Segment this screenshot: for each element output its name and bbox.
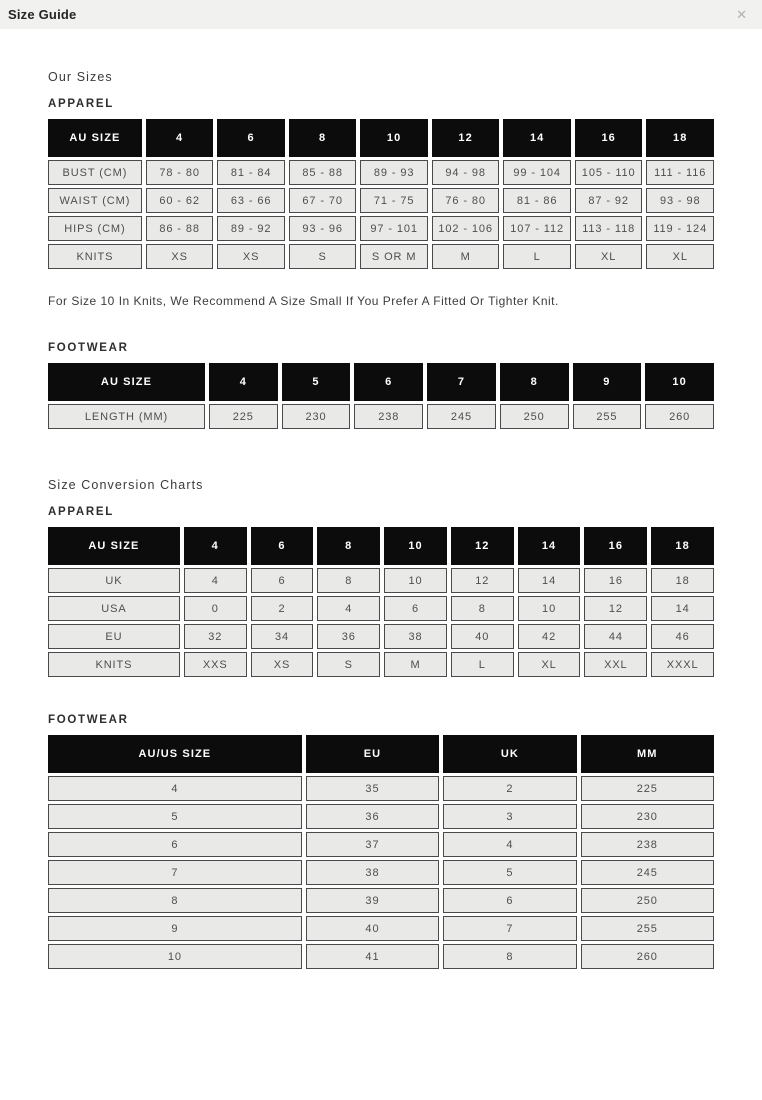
value-cell: 3 [443,804,576,829]
value-cell: 245 [581,860,714,885]
column-header: AU SIZE [48,527,180,565]
value-cell: 12 [584,596,647,621]
conversion-footwear-heading: FOOTWEAR [48,714,129,726]
table-row [48,944,714,969]
footwear-conversion-table [44,732,718,972]
table-header-row [48,363,714,401]
table-row [48,860,714,885]
row-label-cell: USA [48,596,180,621]
value-cell: 38 [384,624,447,649]
value-cell: 76 - 80 [432,188,500,213]
value-cell: 34 [251,624,314,649]
value-cell: 0 [184,596,247,621]
our-sizes-footwear-heading: FOOTWEAR [48,342,129,354]
column-header: 10 [645,363,714,401]
column-header: 9 [573,363,642,401]
table-row [48,804,714,829]
table-row [48,832,714,857]
value-cell: XXL [584,652,647,677]
value-cell: XS [146,244,214,269]
value-cell: 97 - 101 [360,216,428,241]
row-label-cell: 8 [48,888,302,913]
row-label-cell: 10 [48,944,302,969]
column-header: 6 [354,363,423,401]
column-header: 18 [651,527,714,565]
column-header: 12 [451,527,514,565]
value-cell: 260 [645,404,714,429]
conversion-apparel-heading: APPAREL [48,506,114,518]
value-cell: 6 [443,888,576,913]
table-row [48,244,714,269]
column-header: 5 [282,363,351,401]
row-label-cell: EU [48,624,180,649]
value-cell: 44 [584,624,647,649]
table-row [48,216,714,241]
our-sizes-title: Our Sizes [48,70,113,84]
value-cell: 255 [581,916,714,941]
value-cell: 86 - 88 [146,216,214,241]
column-header: 12 [432,119,500,157]
value-cell: 39 [306,888,439,913]
value-cell: 40 [451,624,514,649]
row-label-cell: LENGTH (MM) [48,404,205,429]
value-cell: 81 - 86 [503,188,571,213]
size-guide-content [0,70,762,972]
value-cell: 113 - 118 [575,216,643,241]
row-label-cell: KNITS [48,652,180,677]
value-cell: 87 - 92 [575,188,643,213]
value-cell: 245 [427,404,496,429]
value-cell: XL [646,244,714,269]
value-cell: 2 [443,776,576,801]
value-cell: 4 [443,832,576,857]
modal-header [0,0,762,29]
value-cell: 8 [317,568,380,593]
row-label-cell: KNITS [48,244,142,269]
value-cell: 16 [584,568,647,593]
value-cell: 107 - 112 [503,216,571,241]
value-cell: 12 [451,568,514,593]
value-cell: 8 [443,944,576,969]
value-cell: 38 [306,860,439,885]
value-cell: S [317,652,380,677]
value-cell: 37 [306,832,439,857]
table-row [48,624,714,649]
modal-title: Size Guide [8,7,77,22]
column-header: 16 [584,527,647,565]
column-header: 8 [289,119,357,157]
value-cell: 7 [443,916,576,941]
column-header: AU/US SIZE [48,735,302,773]
value-cell: 4 [184,568,247,593]
value-cell: XXXL [651,652,714,677]
value-cell: 238 [581,832,714,857]
row-label-cell: 4 [48,776,302,801]
value-cell: 32 [184,624,247,649]
value-cell: L [503,244,571,269]
column-header: EU [306,735,439,773]
value-cell: 81 - 84 [217,160,285,185]
row-label-cell: 7 [48,860,302,885]
value-cell: XL [575,244,643,269]
value-cell: 35 [306,776,439,801]
table-row [48,916,714,941]
value-cell: XXS [184,652,247,677]
value-cell: 41 [306,944,439,969]
value-cell: 99 - 104 [503,160,571,185]
column-header: 7 [427,363,496,401]
value-cell: 238 [354,404,423,429]
row-label-cell: HIPS (CM) [48,216,142,241]
column-header: 4 [146,119,214,157]
value-cell: 102 - 106 [432,216,500,241]
column-header: 8 [317,527,380,565]
apparel-sizes-table [44,116,718,272]
value-cell: 36 [306,804,439,829]
value-cell: 85 - 88 [289,160,357,185]
column-header: 10 [384,527,447,565]
value-cell: S OR M [360,244,428,269]
value-cell: 230 [282,404,351,429]
value-cell: 78 - 80 [146,160,214,185]
column-header: 18 [646,119,714,157]
value-cell: 2 [251,596,314,621]
value-cell: 230 [581,804,714,829]
value-cell: S [289,244,357,269]
column-header: 8 [500,363,569,401]
column-header: MM [581,735,714,773]
table-row [48,404,714,429]
value-cell: 93 - 96 [289,216,357,241]
apparel-conversion-table [44,524,718,680]
value-cell: 255 [573,404,642,429]
value-cell: 14 [518,568,581,593]
close-icon[interactable]: ✕ [732,6,751,23]
column-header: UK [443,735,576,773]
value-cell: 8 [451,596,514,621]
table-row [48,568,714,593]
row-label-cell: UK [48,568,180,593]
value-cell: 63 - 66 [217,188,285,213]
value-cell: XL [518,652,581,677]
value-cell: 119 - 124 [646,216,714,241]
value-cell: 89 - 93 [360,160,428,185]
value-cell: 111 - 116 [646,160,714,185]
value-cell: 225 [209,404,278,429]
value-cell: XS [251,652,314,677]
value-cell: 89 - 92 [217,216,285,241]
row-label-cell: WAIST (CM) [48,188,142,213]
value-cell: 40 [306,916,439,941]
knits-note: For Size 10 In Knits, We Recommend A Size Small If You Prefer A Fitted Or Tighter Knit. [48,294,559,308]
table-header-row [48,735,714,773]
table-header-row [48,527,714,565]
value-cell: 5 [443,860,576,885]
value-cell: 225 [581,776,714,801]
value-cell: 18 [651,568,714,593]
footwear-sizes-table [44,360,718,432]
value-cell: 67 - 70 [289,188,357,213]
row-label-cell: 6 [48,832,302,857]
conversion-title: Size Conversion Charts [48,478,204,492]
table-header-row [48,119,714,157]
row-label-cell: 9 [48,916,302,941]
table-row [48,652,714,677]
column-header: 14 [503,119,571,157]
value-cell: 250 [500,404,569,429]
column-header: 10 [360,119,428,157]
table-row [48,888,714,913]
column-header: 16 [575,119,643,157]
value-cell: 71 - 75 [360,188,428,213]
value-cell: 4 [317,596,380,621]
value-cell: 94 - 98 [432,160,500,185]
value-cell: L [451,652,514,677]
value-cell: 10 [518,596,581,621]
row-label-cell: BUST (CM) [48,160,142,185]
value-cell: 93 - 98 [646,188,714,213]
value-cell: 250 [581,888,714,913]
column-header: 4 [184,527,247,565]
value-cell: 42 [518,624,581,649]
value-cell: 6 [384,596,447,621]
column-header: 4 [209,363,278,401]
value-cell: 10 [384,568,447,593]
table-row [48,160,714,185]
value-cell: 105 - 110 [575,160,643,185]
column-header: AU SIZE [48,119,142,157]
column-header: 6 [217,119,285,157]
value-cell: M [432,244,500,269]
row-label-cell: 5 [48,804,302,829]
value-cell: 6 [251,568,314,593]
value-cell: M [384,652,447,677]
value-cell: 46 [651,624,714,649]
column-header: 14 [518,527,581,565]
table-row [48,596,714,621]
value-cell: XS [217,244,285,269]
value-cell: 60 - 62 [146,188,214,213]
column-header: 6 [251,527,314,565]
our-sizes-apparel-heading: APPAREL [48,98,114,110]
column-header: AU SIZE [48,363,205,401]
value-cell: 36 [317,624,380,649]
value-cell: 14 [651,596,714,621]
value-cell: 260 [581,944,714,969]
table-row [48,188,714,213]
table-row [48,776,714,801]
